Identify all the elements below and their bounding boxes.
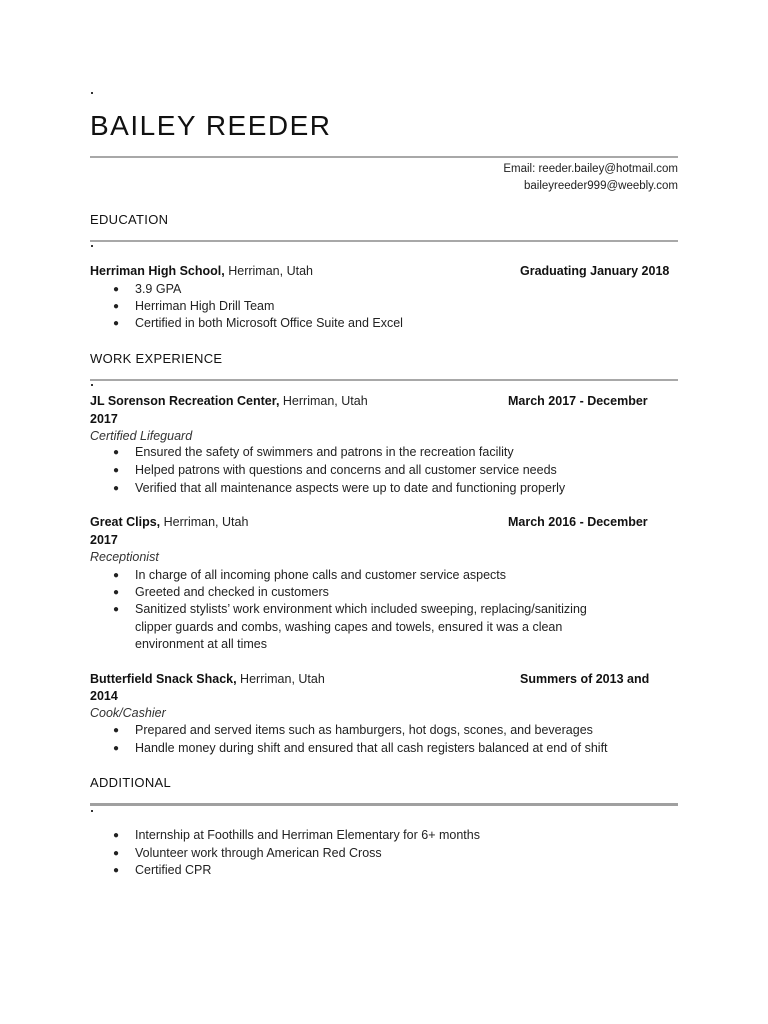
employer-name: Great Clips,	[90, 515, 161, 529]
job-date: March 2017 - December	[508, 394, 648, 408]
list-item: ● Ensured the safety of swimmers and patrons in the recreation facility	[113, 445, 514, 459]
stray-mark	[91, 384, 93, 386]
job-role: Certified Lifeguard	[90, 429, 193, 443]
list-item: ● Certified in both Microsoft Office Suite and Excel	[113, 316, 403, 330]
job-role: Receptionist	[90, 550, 159, 564]
stray-mark	[91, 810, 93, 812]
list-item: ● Herriman High Drill Team	[113, 299, 275, 313]
contact-email: Email: reeder.bailey@hotmail.com	[503, 163, 678, 175]
section-title-additional: ADDITIONAL	[90, 775, 172, 790]
section-title-work: WORK EXPERIENCE	[90, 351, 223, 366]
additional-divider	[90, 803, 678, 806]
job-date-continued: 2017	[90, 412, 118, 426]
header-divider	[90, 156, 678, 158]
list-item: ● Greeted and checked in customers	[113, 585, 329, 599]
employer-location: Herriman, Utah	[279, 394, 368, 408]
job-header-line	[90, 672, 325, 686]
list-item: ● Helped patrons with questions and concerns and all customer service needs	[113, 463, 557, 477]
job-date-continued: 2014	[90, 689, 118, 703]
employer-name: JL Sorenson Recreation Center,	[90, 394, 280, 408]
list-item: ● Handle money during shift and ensured that all cash registers balanced at end of shift	[113, 741, 608, 755]
job-date: March 2016 - December	[508, 515, 648, 529]
education-divider	[90, 240, 678, 242]
list-item: ● In charge of all incoming phone calls and customer service aspects	[113, 568, 507, 582]
job-header-line	[90, 394, 368, 408]
job-header-line	[90, 515, 248, 529]
list-item: ● Sanitized stylists’ work environment which included sweeping, replacing/sanitizing	[113, 602, 587, 616]
employer-location: Herriman, Utah	[160, 515, 249, 529]
section-title-education: EDUCATION	[90, 212, 169, 227]
list-item: ● Verified that all maintenance aspects were up to date and functioning properly	[113, 481, 566, 495]
candidate-name: BAILEY REEDER	[90, 110, 332, 141]
employer-name: Butterfield Snack Shack,	[90, 672, 237, 686]
education-date: Graduating January 2018	[520, 264, 670, 278]
stray-mark	[91, 92, 93, 94]
job-date: Summers of 2013 and	[520, 672, 650, 686]
job-role: Cook/Cashier	[90, 706, 166, 720]
list-item: ● 3.9 GPA	[113, 282, 182, 296]
employer-location: Herriman, Utah	[236, 672, 325, 686]
list-item: ● Prepared and served items such as hamburgers, hot dogs, scones, and beverages	[113, 723, 593, 737]
contact-website: baileyreeder999@weebly.com	[523, 180, 678, 192]
school-location: Herriman, Utah	[224, 264, 313, 278]
list-item-continued: environment at all times	[135, 637, 268, 651]
stray-mark	[91, 245, 93, 247]
job-date-continued: 2017	[90, 533, 118, 547]
list-item: ● Internship at Foothills and Herriman Elementary for 6+ months	[113, 828, 480, 842]
list-item-continued: clipper guards and combs, washing capes and towels, ensured it was a clean	[135, 620, 563, 634]
list-item: ● Volunteer work through American Red Cross	[113, 846, 382, 860]
work-divider	[90, 379, 678, 381]
education-school-line	[90, 264, 313, 278]
school-name: Herriman High School,	[90, 264, 225, 278]
list-item: ● Certified CPR	[113, 863, 212, 877]
